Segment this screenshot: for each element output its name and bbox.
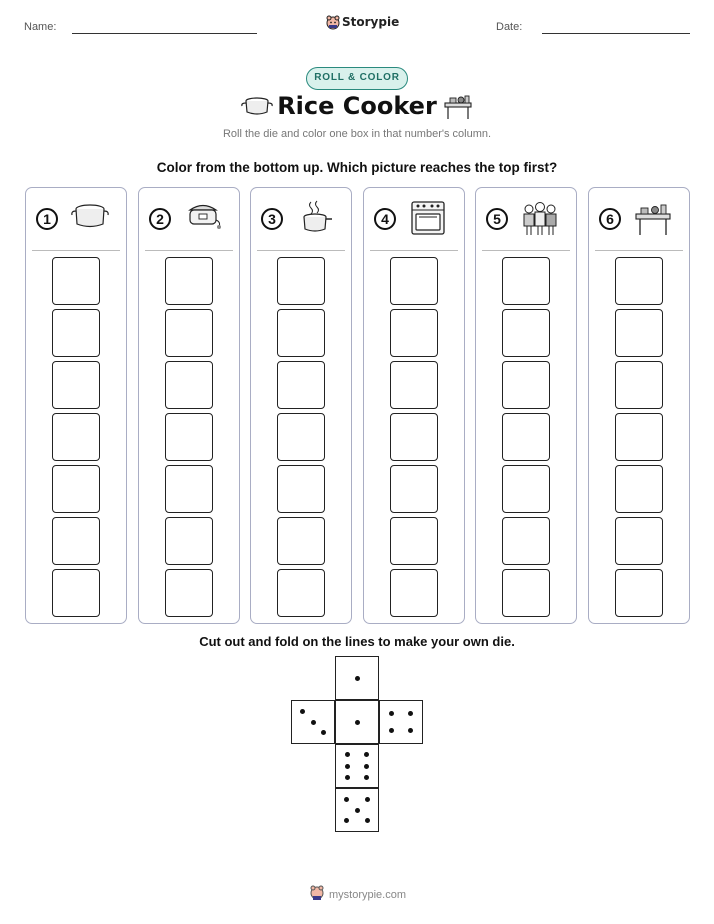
storypie-logo-icon (325, 14, 341, 30)
die-face-3 (291, 700, 335, 744)
color-box[interactable] (52, 309, 100, 357)
color-box[interactable] (615, 361, 663, 409)
color-box[interactable] (390, 465, 438, 513)
color-box[interactable] (277, 517, 325, 565)
color-box[interactable] (277, 361, 325, 409)
column-divider (145, 250, 233, 251)
color-box[interactable] (277, 413, 325, 461)
die-face-6 (335, 744, 379, 788)
color-box[interactable] (165, 465, 213, 513)
die-pip (364, 775, 369, 780)
die-pip (408, 728, 413, 733)
color-box[interactable] (165, 413, 213, 461)
column-number: 1 (36, 208, 58, 230)
page-title: Rice Cooker (277, 92, 437, 120)
color-box[interactable] (52, 465, 100, 513)
die-pip (345, 752, 350, 757)
color-box[interactable] (277, 257, 325, 305)
die-pip (344, 797, 349, 802)
color-box[interactable] (390, 257, 438, 305)
die-pip (364, 764, 369, 769)
pot-icon (70, 200, 110, 236)
color-box[interactable] (165, 517, 213, 565)
name-line[interactable] (72, 33, 257, 34)
color-box[interactable] (615, 569, 663, 617)
die-pip (355, 720, 360, 725)
color-box[interactable] (390, 361, 438, 409)
color-box[interactable] (502, 309, 550, 357)
color-box[interactable] (502, 517, 550, 565)
column-4 (363, 187, 465, 624)
die-pip (345, 775, 350, 780)
die-pip (355, 676, 360, 681)
color-box[interactable] (277, 465, 325, 513)
column-number: 5 (486, 208, 508, 230)
steaming-pot-icon (295, 200, 335, 236)
die-face-5 (335, 788, 379, 832)
column-3 (250, 187, 352, 624)
die-pip (344, 818, 349, 823)
die-face-1 (335, 700, 379, 744)
die-pip (345, 764, 350, 769)
die-pip (365, 818, 370, 823)
die-face-4 (379, 700, 423, 744)
color-box[interactable] (165, 309, 213, 357)
die-pip (408, 711, 413, 716)
die-pip (365, 797, 370, 802)
column-divider (595, 250, 683, 251)
column-5 (475, 187, 577, 624)
color-box[interactable] (52, 517, 100, 565)
column-6 (588, 187, 690, 624)
color-box[interactable] (502, 361, 550, 409)
roll-color-badge: ROLL & COLOR (306, 67, 408, 90)
subtitle: Roll the die and color one box in that number's column. (222, 128, 492, 140)
color-box[interactable] (390, 309, 438, 357)
die-instruction: Cut out and fold on the lines to make your own die. (199, 634, 515, 649)
color-box[interactable] (390, 517, 438, 565)
family-icon (520, 200, 560, 236)
footer-url[interactable]: mystorypie.com (329, 889, 407, 901)
color-box[interactable] (52, 413, 100, 461)
color-box[interactable] (390, 413, 438, 461)
color-box[interactable] (52, 361, 100, 409)
color-box[interactable] (502, 413, 550, 461)
color-box[interactable] (502, 257, 550, 305)
color-box[interactable] (615, 257, 663, 305)
die-pip (389, 728, 394, 733)
instruction: Color from the bottom up. Which picture reaches the top first? (156, 160, 558, 175)
column-1 (25, 187, 127, 624)
column-2 (138, 187, 240, 624)
color-box[interactable] (390, 569, 438, 617)
die-face-1 (335, 656, 379, 700)
column-number: 2 (149, 208, 171, 230)
color-box[interactable] (615, 465, 663, 513)
die-pip (311, 720, 316, 725)
brand-name: Storypie (342, 15, 400, 29)
color-box[interactable] (165, 361, 213, 409)
column-number: 4 (374, 208, 396, 230)
color-box[interactable] (615, 517, 663, 565)
die-pip (364, 752, 369, 757)
column-number: 3 (261, 208, 283, 230)
rice-cooker-icon (183, 200, 223, 236)
die-pip (321, 730, 326, 735)
die-pip (300, 709, 305, 714)
color-box[interactable] (52, 569, 100, 617)
column-divider (257, 250, 345, 251)
color-box[interactable] (502, 569, 550, 617)
color-box[interactable] (165, 257, 213, 305)
column-number: 6 (599, 208, 621, 230)
die-pip (389, 711, 394, 716)
color-box[interactable] (52, 257, 100, 305)
color-box[interactable] (277, 569, 325, 617)
oven-icon (408, 200, 448, 236)
date-label: Date: (496, 21, 523, 33)
footer-logo-icon (309, 884, 325, 902)
column-divider (32, 250, 120, 251)
column-divider (370, 250, 458, 251)
color-box[interactable] (165, 569, 213, 617)
color-box[interactable] (277, 309, 325, 357)
color-box[interactable] (615, 413, 663, 461)
name-label: Name: (24, 21, 57, 33)
kitchen-table-icon (633, 200, 673, 236)
column-divider (482, 250, 570, 251)
date-line[interactable] (542, 33, 690, 34)
kitchen-table-title-icon (442, 92, 474, 120)
color-box[interactable] (502, 465, 550, 513)
die-pip (355, 808, 360, 813)
pot-title-icon (240, 95, 274, 117)
color-box[interactable] (615, 309, 663, 357)
